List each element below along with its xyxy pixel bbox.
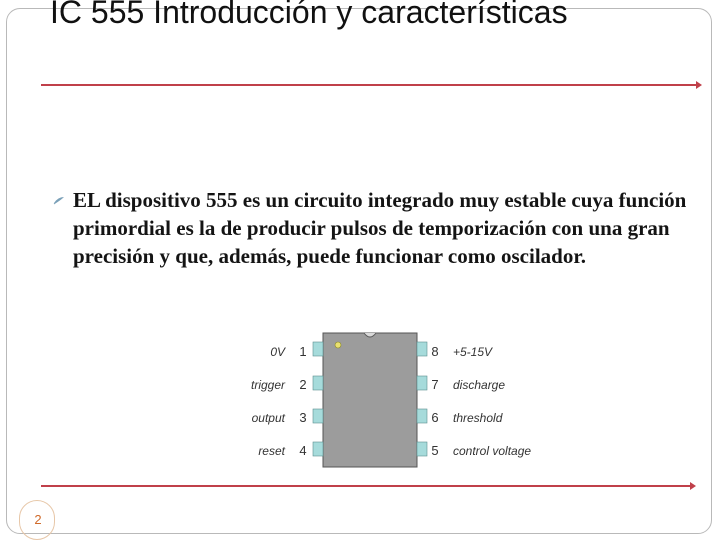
right-pin-5 xyxy=(417,442,427,456)
right-pin-label: discharge xyxy=(453,378,506,392)
right-pin-number: 5 xyxy=(431,443,439,458)
bullet-item xyxy=(49,186,699,270)
footer-rule xyxy=(41,485,691,487)
left-pin-2 xyxy=(313,376,323,390)
underline-arrow-icon xyxy=(696,81,702,89)
left-pin-number: 2 xyxy=(299,377,307,392)
right-pin-label: control voltage xyxy=(453,444,532,458)
left-pin-number: 1 xyxy=(299,344,307,359)
right-pin-number: 6 xyxy=(431,410,439,425)
right-pin-8 xyxy=(417,342,427,356)
right-pin-label: threshold xyxy=(453,411,503,425)
left-pin-4 xyxy=(313,442,323,456)
left-pin-number: 3 xyxy=(299,410,307,425)
right-pin-7 xyxy=(417,376,427,390)
page-number: 2 xyxy=(34,512,42,527)
left-pin-label: trigger xyxy=(250,378,285,392)
left-pin-3 xyxy=(313,409,323,423)
feather-bullet-icon xyxy=(53,196,65,205)
left-pin-label: 0V xyxy=(270,345,285,359)
left-pin-label: reset xyxy=(258,444,285,458)
right-pin-number: 8 xyxy=(431,344,439,359)
left-pin-label: output xyxy=(251,411,285,425)
bullet-block xyxy=(49,186,699,270)
slide-title: IC 555 Introducción y características xyxy=(50,0,568,30)
title-underline xyxy=(41,84,697,86)
left-pin-1 xyxy=(313,342,323,356)
chip-body xyxy=(323,333,417,467)
footer-arrow-icon xyxy=(690,482,696,490)
right-pin-number: 7 xyxy=(431,377,439,392)
pin1-dot-icon xyxy=(335,342,341,348)
ic-555-diagram xyxy=(237,331,537,471)
right-pin-6 xyxy=(417,409,427,423)
right-pin-label: +5-15V xyxy=(453,345,493,359)
bullet-text: EL dispositivo 555 es un circuito integrado muy estable cuya función primordial es la de producir pulsos de temporización con una gran precisión y que, además, puede funcionar como oscilador. xyxy=(73,188,687,268)
slide-frame xyxy=(6,0,712,534)
left-pin-number: 4 xyxy=(299,443,307,458)
